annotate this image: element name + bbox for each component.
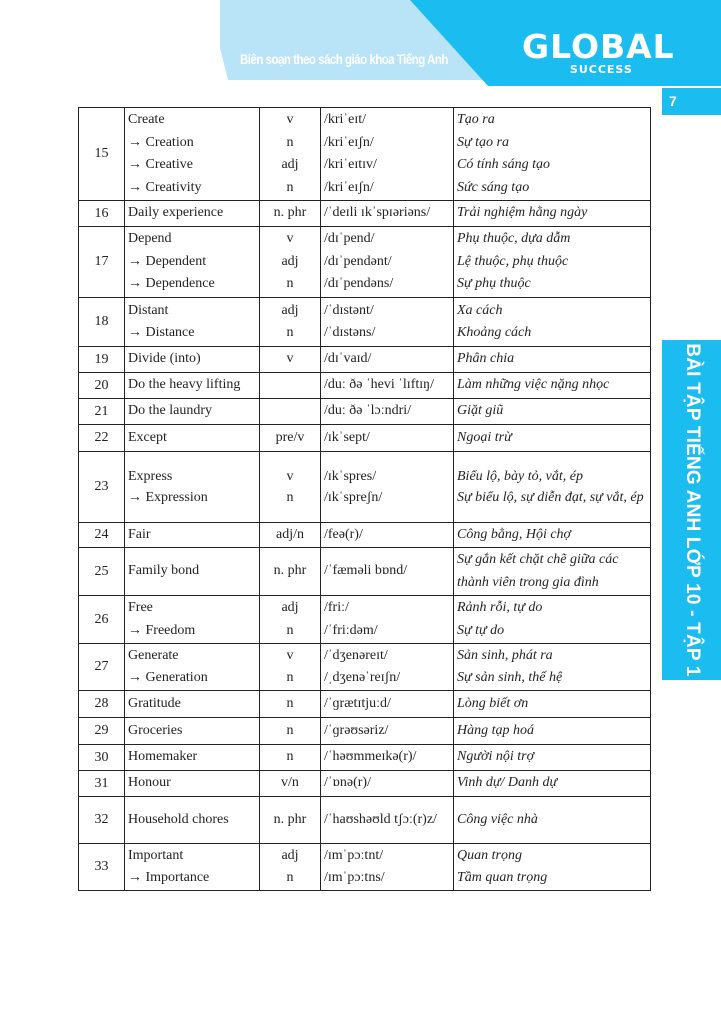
global-success-logo — [522, 27, 675, 76]
ipa-line: /duː ðə ˈhevi ˈlɪftɪŋ/ — [324, 377, 434, 393]
pos-line: v — [286, 112, 294, 127]
row-number: 31 — [79, 771, 125, 797]
word-cell — [125, 844, 260, 891]
ipa-line: /ˈɒnə(r)/ — [324, 775, 371, 791]
ipa-cell — [321, 347, 454, 373]
ipa-line: /dɪˈvaɪd/ — [324, 351, 372, 367]
word-cell — [125, 596, 260, 644]
meaning-line: Giặt giũ — [457, 403, 504, 419]
pos-cell — [260, 718, 321, 745]
ipa-line: /feə(r)/ — [324, 526, 363, 542]
mean-cell — [454, 452, 651, 523]
meaning-line: Rảnh rỗi, tự do — [457, 600, 543, 615]
meaning-line: Công việc nhà — [457, 811, 538, 827]
meaning-line: Sự gắn kết chặt chẽ giữa các thành viên trong gia đình — [457, 552, 619, 590]
logo-main: GLOBAL — [522, 27, 675, 66]
word-line: Groceries — [128, 722, 183, 738]
side-tab-label: BÀI TẬP TIẾNG ANH LỚP 10 - TẬP 1 — [681, 343, 703, 677]
word-line: Honour — [128, 775, 171, 791]
pos-line: n — [286, 695, 294, 711]
ipa-cell — [321, 797, 454, 844]
ipa-cell — [321, 523, 454, 548]
mean-cell — [454, 227, 651, 298]
word-cell — [125, 399, 260, 425]
mean-cell — [454, 644, 651, 691]
mean-cell — [454, 347, 651, 373]
row-number: 24 — [79, 523, 125, 548]
pos-line: n — [286, 276, 294, 292]
ipa-line: /friː/ — [324, 600, 349, 615]
table-row — [79, 347, 651, 373]
ipa-cell — [321, 373, 454, 399]
meaning-line: Công bằng, Hội chợ — [457, 526, 572, 542]
word-line: → Dependence — [128, 276, 215, 292]
pos-line: n — [286, 490, 294, 505]
mean-cell — [454, 201, 651, 227]
table-row — [79, 523, 651, 548]
row-number: 17 — [79, 227, 125, 298]
meaning-line: Biểu lộ, bày tỏ, vắt, ép — [457, 469, 583, 484]
pos-line: n. phr — [273, 205, 307, 221]
pos-cell — [260, 298, 321, 347]
meaning-line: Khoảng cách — [457, 325, 532, 340]
meaning-line: Trải nghiệm hằng ngày — [457, 205, 588, 221]
pos-cell — [260, 347, 321, 373]
word-line: Depend — [128, 231, 172, 247]
vocabulary-table — [78, 107, 651, 891]
pos-cell — [260, 399, 321, 425]
table-row — [79, 797, 651, 844]
side-tab — [662, 340, 721, 680]
word-line: Express — [128, 469, 173, 484]
pos-line: v — [286, 469, 294, 484]
pos-line: adj — [281, 253, 299, 269]
ipa-cell — [321, 548, 454, 596]
table-row — [79, 373, 651, 399]
meaning-line: Sản sinh, phát ra — [457, 647, 553, 663]
pos-line: n — [286, 325, 294, 340]
pos-cell — [260, 227, 321, 298]
meaning-line: Ngoại trừ — [457, 429, 512, 445]
pos-cell — [260, 548, 321, 596]
word-cell — [125, 201, 260, 227]
ipa-line: /ˈhaʊshəʊld tʃɔː(r)z/ — [324, 811, 437, 827]
pos-line: n — [286, 870, 294, 885]
word-cell — [125, 548, 260, 596]
ipa-line: /ɪkˈsept/ — [324, 429, 370, 445]
ipa-cell — [321, 745, 454, 771]
ipa-cell — [321, 691, 454, 718]
pos-cell — [260, 108, 321, 201]
row-number: 22 — [79, 425, 125, 452]
meaning-line: Làm những việc nặng nhọc — [457, 377, 610, 393]
ipa-line: /ˈɡrætɪtjuːd/ — [324, 695, 391, 711]
pos-line — [263, 374, 317, 397]
ipa-cell — [321, 644, 454, 691]
mean-cell — [454, 745, 651, 771]
word-line: → Creative — [128, 157, 193, 172]
meaning-line: Sự biểu lộ, sự diễn đạt, sự vắt, ép — [457, 490, 644, 505]
mean-cell — [454, 596, 651, 644]
pos-cell — [260, 425, 321, 452]
word-cell — [125, 347, 260, 373]
ipa-line: /ɪkˈspres/ — [324, 469, 377, 484]
ipa-line: /ˈɡrəʊsəriz/ — [324, 722, 389, 738]
row-number: 29 — [79, 718, 125, 745]
row-number: 28 — [79, 691, 125, 718]
pos-line: adj — [281, 600, 299, 615]
meaning-line: Sự phụ thuộc — [457, 276, 531, 292]
word-cell — [125, 797, 260, 844]
word-line: → Creation — [128, 134, 194, 150]
mean-cell — [454, 399, 651, 425]
ipa-line: /ˈdɪstənt/ — [324, 302, 374, 318]
mean-cell — [454, 373, 651, 399]
word-line: Gratitude — [128, 695, 181, 711]
mean-cell — [454, 425, 651, 452]
word-cell — [125, 771, 260, 797]
ipa-line: /ˌdʒenəˈreɪʃn/ — [324, 670, 401, 685]
mean-cell — [454, 523, 651, 548]
table-row — [79, 298, 651, 347]
ipa-cell — [321, 298, 454, 347]
ipa-cell — [321, 108, 454, 201]
pos-line: n — [286, 749, 294, 765]
ipa-line: /ɪmˈpɔːtns/ — [324, 870, 385, 885]
word-line: → Importance — [128, 870, 210, 885]
pos-cell — [260, 373, 321, 399]
ipa-cell — [321, 718, 454, 745]
pos-line: pre/v — [275, 429, 305, 445]
row-number: 27 — [79, 644, 125, 691]
word-line: Create — [128, 112, 165, 127]
meaning-line: Có tính sáng tạo — [457, 157, 550, 172]
pos-line — [263, 400, 317, 423]
pos-cell — [260, 596, 321, 644]
table-row — [79, 644, 651, 691]
ipa-line: /kriˈeɪt/ — [324, 112, 366, 127]
word-cell — [125, 108, 260, 201]
word-cell — [125, 523, 260, 548]
row-number: 15 — [79, 108, 125, 201]
row-number: 25 — [79, 548, 125, 596]
ipa-cell — [321, 844, 454, 891]
word-line: → Freedom — [128, 622, 196, 638]
ipa-line: /ɪkˈspreʃn/ — [324, 490, 383, 505]
ipa-line: /ˈdɪstəns/ — [324, 325, 376, 340]
pos-line: adj/n — [276, 526, 304, 542]
pos-line: adj — [281, 157, 299, 172]
row-number: 26 — [79, 596, 125, 644]
ipa-cell — [321, 596, 454, 644]
table-row — [79, 844, 651, 891]
meaning-line: Sự sản sinh, thế hệ — [457, 670, 563, 685]
word-line: Do the heavy lifting — [128, 377, 241, 393]
ipa-cell — [321, 771, 454, 797]
ipa-line: /ˈfriːdəm/ — [324, 622, 378, 638]
pos-line: n. phr — [273, 811, 307, 827]
row-number: 32 — [79, 797, 125, 844]
word-line: Except — [128, 429, 167, 445]
meaning-line: Tạo ra — [457, 112, 495, 127]
word-line: → Expression — [128, 490, 208, 505]
word-line: Daily experience — [128, 205, 224, 221]
table-row — [79, 201, 651, 227]
ipa-cell — [321, 227, 454, 298]
table-row — [79, 691, 651, 718]
meaning-line: Sức sáng tạo — [457, 179, 530, 195]
mean-cell — [454, 718, 651, 745]
word-line: Important — [128, 847, 184, 863]
pos-line: v — [286, 351, 294, 367]
mean-cell — [454, 548, 651, 596]
pos-cell — [260, 452, 321, 523]
word-cell — [125, 691, 260, 718]
word-line: Homemaker — [128, 749, 198, 765]
word-line: Free — [128, 600, 153, 615]
ipa-line: /ˈdʒenəreɪt/ — [324, 647, 388, 663]
pos-cell — [260, 745, 321, 771]
mean-cell — [454, 771, 651, 797]
pos-line: n — [286, 179, 294, 195]
table-row — [79, 425, 651, 452]
ipa-cell — [321, 452, 454, 523]
ipa-line: /kriˈeɪʃn/ — [324, 134, 374, 150]
table-row — [79, 596, 651, 644]
pos-cell — [260, 844, 321, 891]
header-subtitle: Biên soạn theo sách giáo khoa Tiếng Anh — [240, 51, 448, 67]
pos-cell — [260, 523, 321, 548]
meaning-line: Hàng tạp hoá — [457, 722, 534, 738]
ipa-line: /dɪˈpend/ — [324, 231, 375, 247]
ipa-line: /dɪˈpendənt/ — [324, 253, 392, 269]
pos-cell — [260, 771, 321, 797]
ipa-cell — [321, 425, 454, 452]
ipa-line: /ˈdeɪli ɪkˈspɪəriəns/ — [324, 205, 431, 221]
word-line: → Dependent — [128, 253, 207, 269]
meaning-line: Xa cách — [457, 302, 503, 318]
ipa-line: /ɪmˈpɔːtnt/ — [324, 847, 384, 863]
row-number: 30 — [79, 745, 125, 771]
page-number: 7 — [662, 88, 721, 115]
meaning-line: Sự tạo ra — [457, 134, 509, 150]
word-line: → Distance — [128, 325, 195, 340]
word-line: Family bond — [128, 563, 200, 579]
ipa-cell — [321, 399, 454, 425]
word-cell — [125, 227, 260, 298]
table-row — [79, 108, 651, 201]
word-line: Do the laundry — [128, 403, 212, 419]
row-number: 20 — [79, 373, 125, 399]
word-line: Divide (into) — [128, 351, 201, 367]
word-cell — [125, 644, 260, 691]
pos-line: adj — [281, 302, 299, 318]
ipa-line: /kriˈeɪtɪv/ — [324, 157, 377, 172]
meaning-line: Vinh dự/ Danh dự — [457, 775, 558, 791]
mean-cell — [454, 298, 651, 347]
mean-cell — [454, 797, 651, 844]
meaning-line: Phân chia — [457, 351, 515, 367]
meaning-line: Người nội trợ — [457, 749, 535, 765]
ipa-line: /duː ðə ˈlɔːndri/ — [324, 403, 412, 419]
pos-line: adj — [281, 847, 299, 863]
mean-cell — [454, 844, 651, 891]
word-line: Distant — [128, 302, 169, 318]
meaning-line: Lòng biết ơn — [457, 695, 529, 711]
ipa-line: /kriˈeɪʃn/ — [324, 179, 374, 195]
pos-line: v/n — [281, 775, 299, 791]
row-number: 19 — [79, 347, 125, 373]
table-row — [79, 399, 651, 425]
pos-line: v — [286, 231, 294, 247]
mean-cell — [454, 691, 651, 718]
pos-cell — [260, 797, 321, 844]
table-row — [79, 452, 651, 523]
table-row — [79, 771, 651, 797]
pos-cell — [260, 644, 321, 691]
pos-cell — [260, 201, 321, 227]
word-line: Fair — [128, 526, 151, 542]
pos-line: v — [286, 647, 294, 663]
table-row — [79, 548, 651, 596]
row-number: 21 — [79, 399, 125, 425]
word-cell — [125, 425, 260, 452]
row-number: 33 — [79, 844, 125, 891]
word-line: → Creativity — [128, 179, 202, 195]
row-number: 23 — [79, 452, 125, 523]
table-row — [79, 745, 651, 771]
logo-sub: SUCCESS — [569, 63, 633, 76]
word-cell — [125, 718, 260, 745]
pos-line: n — [286, 722, 294, 738]
word-line: Household chores — [128, 811, 229, 827]
row-number: 18 — [79, 298, 125, 347]
pos-line: n. phr — [273, 563, 307, 579]
pos-cell — [260, 691, 321, 718]
row-number: 16 — [79, 201, 125, 227]
word-cell — [125, 373, 260, 399]
table-row — [79, 718, 651, 745]
ipa-line: /ˈhəʊmmeɪkə(r)/ — [324, 749, 417, 765]
pos-line: n — [286, 134, 294, 150]
ipa-cell — [321, 201, 454, 227]
mean-cell — [454, 108, 651, 201]
word-cell — [125, 298, 260, 347]
word-line: → Generation — [128, 670, 208, 685]
ipa-line: /ˈfæməli bɒnd/ — [324, 563, 408, 579]
word-line: Generate — [128, 647, 179, 663]
meaning-line: Sự tự do — [457, 622, 505, 638]
pos-line: n — [286, 622, 294, 638]
meaning-line: Quan trọng — [457, 847, 522, 863]
pos-line: n — [286, 670, 294, 685]
table-row — [79, 227, 651, 298]
word-cell — [125, 452, 260, 523]
word-cell — [125, 745, 260, 771]
meaning-line: Lệ thuộc, phụ thuộc — [457, 253, 569, 269]
ipa-line: /dɪˈpendəns/ — [324, 276, 394, 292]
meaning-line: Tầm quan trọng — [457, 870, 548, 885]
meaning-line: Phụ thuộc, dựa dẫm — [457, 231, 571, 247]
